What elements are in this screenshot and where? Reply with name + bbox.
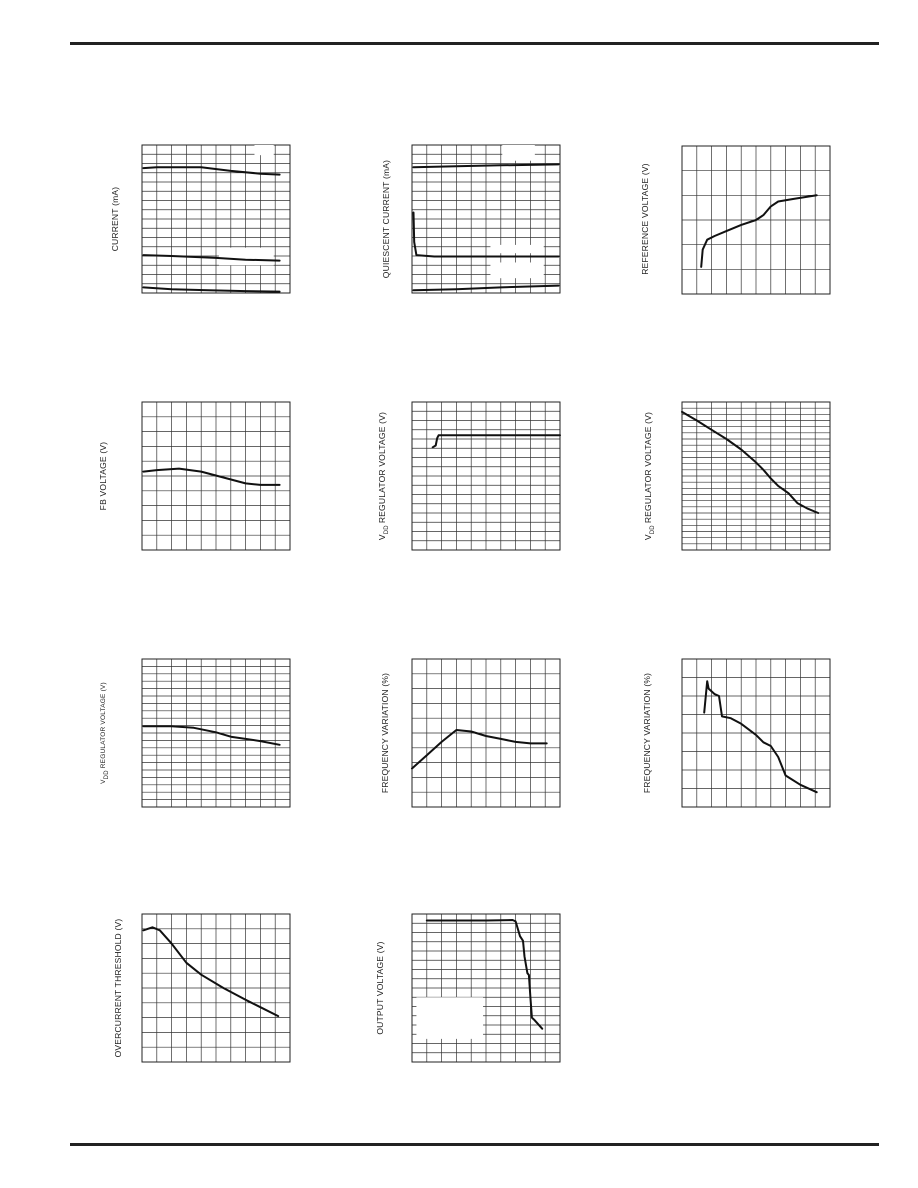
vdd-regulator-voltage-b-ylabel-sub: DD	[650, 525, 656, 535]
frequency-variation-b-series-1-line	[704, 681, 817, 792]
fb-voltage-series-1-line	[144, 469, 280, 485]
fb-voltage-chart	[98, 402, 290, 550]
quiescent-current-ylabel: QUIESCENT CURRENT (mA)	[381, 159, 391, 279]
vdd-regulator-voltage-a-ylabel	[377, 412, 390, 540]
frequency-variation-b-grid	[682, 659, 830, 807]
quiescent-current-chart	[381, 145, 560, 293]
quiescent-current-blank-area	[490, 245, 543, 253]
quiescent-current-blank-area	[502, 145, 535, 161]
frequency-variation-b-ylabel: FREQUENCY VARIATION (%)	[642, 672, 652, 794]
frequency-variation-a-chart	[380, 659, 560, 807]
vdd-regulator-voltage-b-chart	[643, 402, 830, 550]
vdd-regulator-voltage-b-ylabel-prefix: V	[643, 534, 653, 541]
vdd-regulator-voltage-a-ylabel-prefix: V	[377, 534, 387, 541]
overcurrent-threshold-chart	[113, 914, 290, 1062]
vdd-regulator-voltage-c-ylabel-prefix: V	[100, 779, 107, 784]
current-series-1-line	[144, 167, 280, 174]
current-ylabel: CURRENT (mA)	[110, 186, 120, 252]
reference-voltage-chart	[640, 146, 830, 294]
current-blank-area	[254, 145, 273, 155]
vdd-regulator-voltage-a-grid	[412, 402, 560, 550]
vdd-regulator-voltage-a-chart	[377, 402, 560, 550]
fb-voltage-ylabel: FB VOLTAGE (V)	[98, 441, 108, 511]
current-blank-area	[219, 248, 274, 266]
frequency-variation-b-chart	[642, 659, 830, 807]
output-voltage-grid	[412, 914, 560, 1062]
vdd-regulator-voltage-c-ylabel-text: REGULATOR VOLTAGE (V)	[100, 682, 107, 769]
vdd-regulator-voltage-b-ylabel	[643, 412, 656, 540]
reference-voltage-ylabel: REFERENCE VOLTAGE (V)	[640, 163, 650, 275]
quiescent-current-blank-area	[490, 262, 543, 278]
vdd-regulator-voltage-c-ylabel-sub: DD	[104, 770, 110, 780]
vdd-regulator-voltage-a-ylabel-text: REGULATOR VOLTAGE (V)	[377, 411, 387, 524]
output-voltage-ylabel: OUTPUT VOLTAGE (V)	[375, 941, 385, 1035]
reference-voltage-series-1-line	[701, 195, 817, 267]
output-voltage-blank-area	[416, 997, 483, 1039]
overcurrent-threshold-ylabel: OVERCURRENT THRESHOLD (V)	[113, 918, 123, 1058]
current-series-3-line	[144, 287, 280, 291]
vdd-regulator-voltage-c-series-1-line	[144, 726, 280, 745]
frequency-variation-a-grid	[412, 659, 560, 807]
vdd-regulator-voltage-a-series-1-line	[433, 435, 560, 447]
vdd-regulator-voltage-b-series-1-line	[682, 412, 818, 513]
vdd-regulator-voltage-c-ylabel	[100, 682, 110, 784]
current-chart	[110, 145, 290, 293]
output-voltage-chart	[375, 914, 560, 1062]
vdd-regulator-voltage-c-chart	[100, 659, 290, 807]
frequency-variation-a-ylabel: FREQUENCY VARIATION (%)	[380, 672, 390, 794]
vdd-regulator-voltage-b-ylabel-text: REGULATOR VOLTAGE (V)	[643, 411, 653, 524]
vdd-regulator-voltage-a-ylabel-sub: DD	[384, 525, 390, 535]
